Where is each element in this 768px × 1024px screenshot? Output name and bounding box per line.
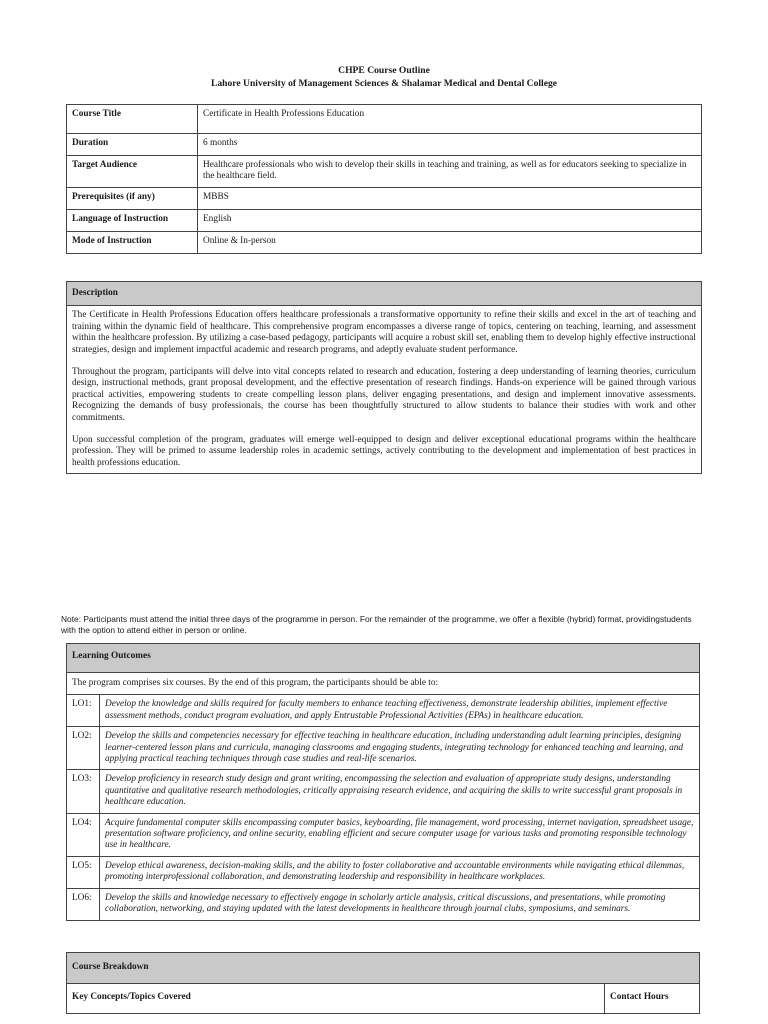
info-value: Online & In-person xyxy=(198,232,702,254)
info-row-mode xyxy=(67,232,702,254)
learning-outcomes-table xyxy=(66,643,700,921)
description-paragraph: Upon successful completion of the program, graduates will emerge well-equipped to design and deliver exceptional educational programs within the healthcare profession. They will be primed to assume leadership roles in academic settings, actively contributing to the development and implementation of best practices in health professions education. xyxy=(72,435,696,468)
outcome-text: Develop the skills and competencies necessary for effective teaching in healthcare education, including understanding adult learning principles, designing learner-centered lesson plans and curricula, managing classrooms and engaging students, integrating technology for enhanced teaching and learning, and applying practical teaching techniques through case studies and real-life scenarios. xyxy=(100,727,700,770)
learning-outcome-row xyxy=(67,770,700,813)
info-label: Prerequisites (if any) xyxy=(67,188,198,210)
info-label: Language of Instruction xyxy=(67,210,198,232)
info-value: MBBS xyxy=(198,188,702,210)
outcome-code: LO1: xyxy=(67,695,100,727)
description-paragraph: The Certificate in Health Professions Education offers healthcare professionals a transformative opportunity to refine their skills and excel in the art of teaching and training within the dynamic field of healthcare. This comprehensive program encompasses a diverse range of topics, centering on teaching, learning, and assessment within the healthcare profession. By utilizing a case-based pedagogy, participants will acquire a robust skill set, enabling them to develop highly effective instructional strategies, design and implement impactful academic and research programs, and adeptly evaluate student performance. xyxy=(72,310,696,355)
outcome-code: LO6: xyxy=(67,888,100,920)
info-row-duration xyxy=(67,134,702,156)
info-row-language xyxy=(67,210,702,232)
outcome-code: LO5: xyxy=(67,856,100,888)
column-header-topics: Key Concepts/Topics Covered xyxy=(67,984,605,1014)
info-label: Course Title xyxy=(67,105,198,134)
outcome-text: Develop ethical awareness, decision-making skills, and the ability to foster collaborative and accountable environments while navigating ethical dilemmas, promoting interprofessional collaboration, and demonstrating leadership and responsibility in healthcare workplaces. xyxy=(100,856,700,888)
column-header-contact-hours: Contact Hours xyxy=(605,984,700,1014)
learning-outcome-row xyxy=(67,856,700,888)
outcome-code: LO3: xyxy=(67,770,100,813)
outcome-text: Develop the skills and knowledge necessary to effectively engage in scholarly article analysis, critical discussions, and presentations, while promoting collaboration, networking, and staying updated with the latest developments in healthcare through journal clubs, symposiums, and seminars. xyxy=(100,888,700,920)
learning-outcome-row xyxy=(67,695,700,727)
course-breakdown-heading: Course Breakdown xyxy=(67,953,700,984)
institution-name: Lahore University of Management Sciences & Shalamar Medical and Dental College xyxy=(210,78,558,89)
outcome-text: Acquire fundamental computer skills encompassing computer basics, keyboarding, file management, word processing, internet navigation, spreadsheet usage, presentation software proficiency, and online security, enabling efficient and secure computer usage for various tasks and promoting responsible technology use in healthcare. xyxy=(100,813,700,856)
outcome-code: LO4: xyxy=(67,813,100,856)
learning-outcome-row xyxy=(67,727,700,770)
learning-outcomes-intro: The program comprises six courses. By the end of this program, the participants should be able to: xyxy=(67,673,700,695)
info-label: Mode of Instruction xyxy=(67,232,198,254)
info-row-target-audience xyxy=(67,156,702,188)
learning-outcome-row xyxy=(67,888,700,920)
description-heading: Description xyxy=(67,282,702,306)
course-info-table xyxy=(66,104,702,254)
description-paragraph: Throughout the program, participants will delve into vital concepts related to research and education, fostering a deep understanding of learning theories, curriculum design, instructional methods, grant proposal development, and the effective presentation of research findings. Hands-on experience will be gained through various practical activities, empowering students to create compelling lesson plans, deliver engaging presentations, and design and implement innovative assessments. Recognizing the demands of busy professionals, the course has been thoughtfully structured to allow students to balance their studies with work and other commitments. xyxy=(72,367,696,423)
outcome-text: Develop the knowledge and skills required for faculty members to enhance teaching effectiveness, demonstrate leadership abilities, implement effective assessment methods, conduct program evaluation, and apply Entrustable Professional Activities (EPAs) in healthcare education. xyxy=(100,695,700,727)
info-row-prerequisites xyxy=(67,188,702,210)
outcome-text: Develop proficiency in research study design and grant writing, encompassing the selection and evaluation of appropriate study designs, understanding quantitative and qualitative research methodologies, critically appraising research evidence, and acquiring the skills to write successful grant proposals in healthcare education. xyxy=(100,770,700,813)
info-label: Target Audience xyxy=(67,156,198,188)
info-value: Healthcare professionals who wish to develop their skills in teaching and training, as well as for educators seeking to specialize in the healthcare field. xyxy=(198,156,702,188)
info-label: Duration xyxy=(67,134,198,156)
outcome-code: LO2: xyxy=(67,727,100,770)
document-header xyxy=(0,64,768,90)
info-value: 6 months xyxy=(198,134,702,156)
course-breakdown-table xyxy=(66,952,700,1014)
info-value: Certificate in Health Professions Education xyxy=(198,105,702,134)
description-body xyxy=(67,306,702,474)
info-value: English xyxy=(198,210,702,232)
attendance-note: Note: Participants must attend the initial three days of the programme in person. For the remainder of the programme, we offer a flexible (hybrid) format, providingstudents with the option to attend either in person or online. xyxy=(61,614,692,635)
learning-outcome-row xyxy=(67,813,700,856)
description-table xyxy=(66,281,702,474)
document-title: CHPE Course Outline xyxy=(338,65,430,76)
info-row-course-title xyxy=(67,105,702,134)
learning-outcomes-heading: Learning Outcomes xyxy=(67,644,700,673)
